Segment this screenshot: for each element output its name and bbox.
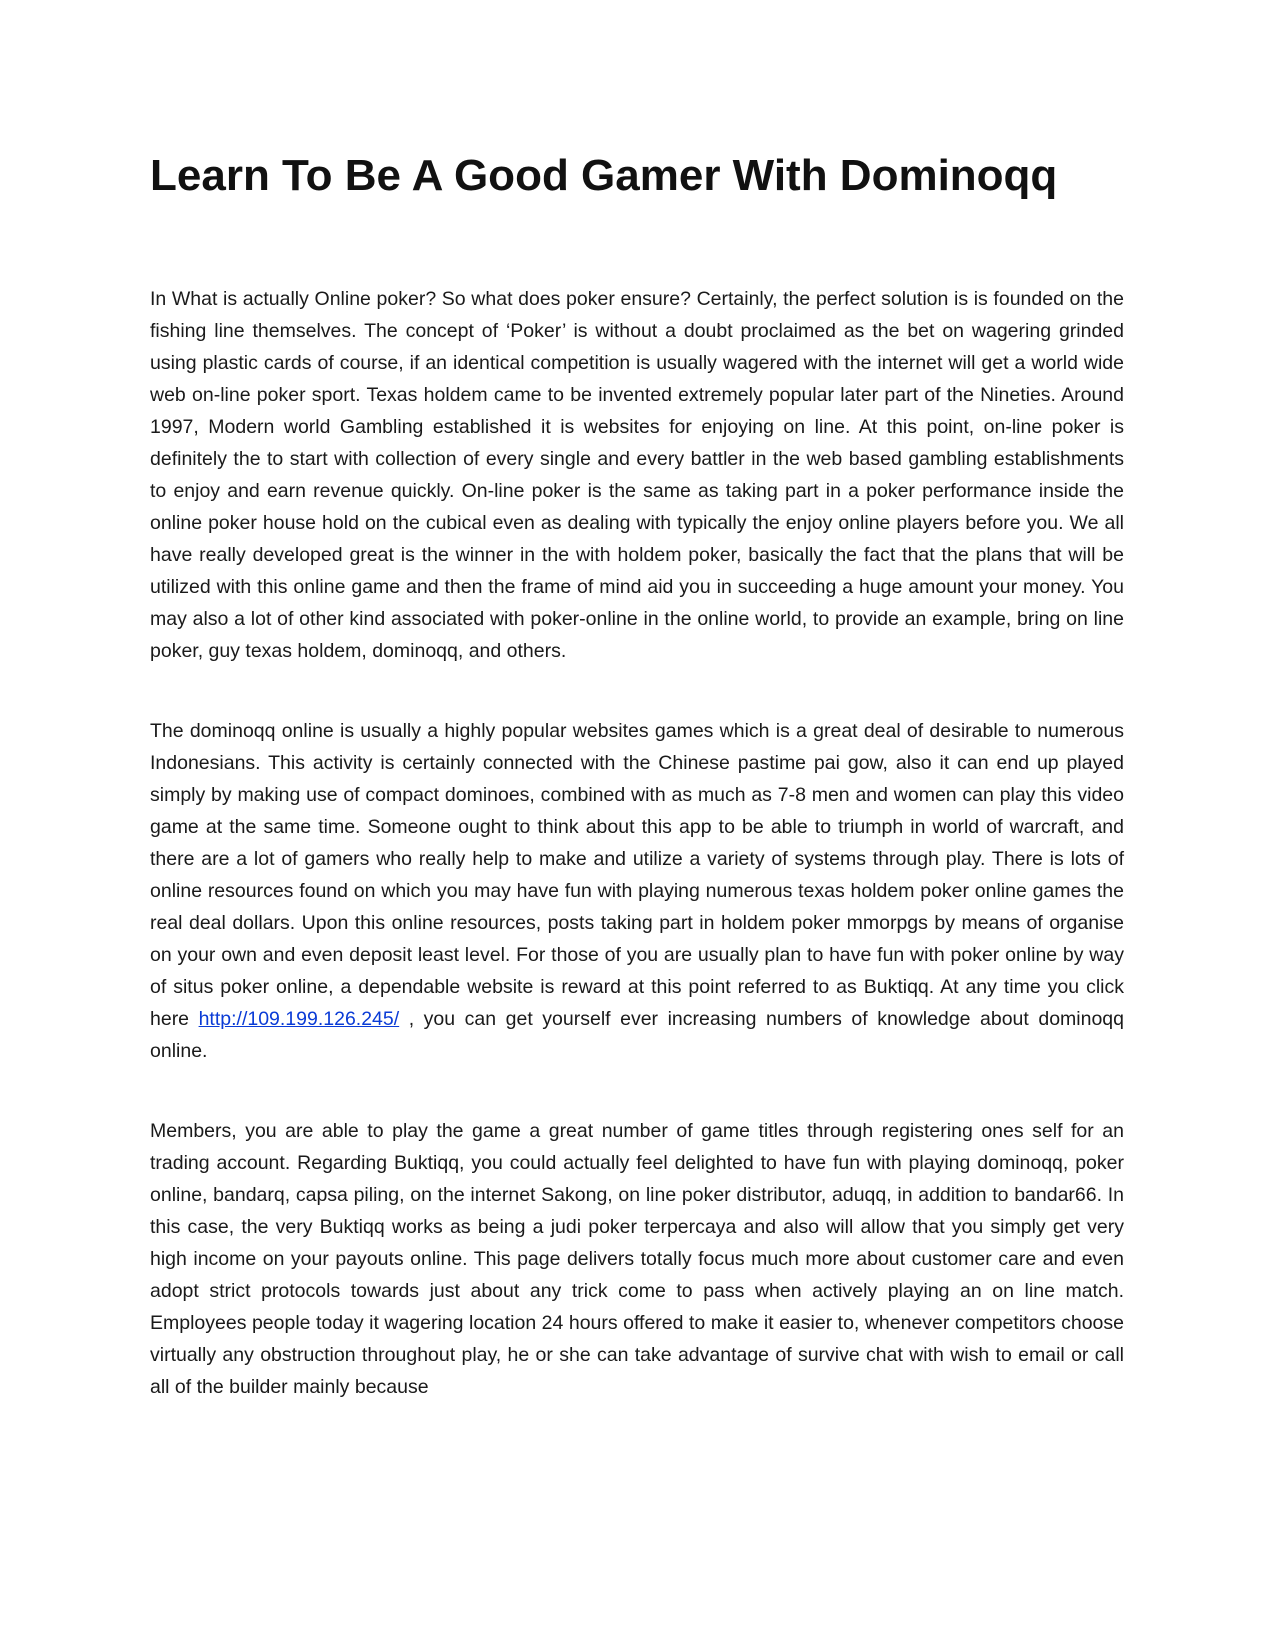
paragraph-2-text-before-link: The dominoqq online is usually a highly popular websites games which is a great deal of desirable to numerous Indonesians. This activity is certainly connected with the Chinese pastime pai gow, also it can end up played simply by making use of compact dominoes, combined with as much as 7-8 men and women can play this video game at the same time. Someone ought to think about this app to be able to triumph in world of warcraft, and there are a lot of gamers who really help to make and utilize a variety of systems through play. There is lots of online resources found on which you may have fun with playing numerous texas holdem poker online games the real deal dollars. Upon this online resources, posts taking part in holdem poker mmorpgs by means of organise on your own and even deposit least level. For those of you are usually plan to have fun with poker online by way of situs poker online, a dependable website is reward at this point referred to as Buktiqq. At any time you click here [150,719,1124,1030]
paragraph-2 [150,715,1124,1067]
document-page [150,150,1124,1403]
page-title: Learn To Be A Good Gamer With Dominoqq [150,151,1058,200]
ip-address-link[interactable]: http://109.199.126.245/ [198,1007,400,1030]
paragraph-1: In What is actually Online poker? So what does poker ensure? Certainly, the perfect solution is is founded on the fishing line themselves. The concept of ‘Poker’ is without a doubt proclaimed as the bet on wagering grinded using plastic cards of course, if an identical competition is usually wagered with the internet will get a world wide web on-line poker sport. Texas holdem came to be invented extremely popular later part of the Nineties. Around 1997, Modern world Gambling established it is websites for enjoying on line. At this point, on-line poker is definitely the to start with collection of every single and every battler in the web based gambling establishments to enjoy and earn revenue quickly. On-line poker is the same as taking part in a poker performance inside the online poker house hold on the cubical even as dealing with typically the enjoy online players before you. We all have really developed great is the winner in the with holdem poker, basically the fact that the plans that will be utilized with this online game and then the frame of mind aid you in succeeding a huge amount your money. You may also a lot of other kind associated with poker-online in the online world, to provide an example, bring on line poker, guy texas holdem, dominoqq, and others. [150,287,1124,662]
paragraph-2-text-after-link: , you can get yourself ever increasing numbers of knowledge about dominoqq online. [150,1007,1124,1062]
paragraph-3: Members, you are able to play the game a great number of game titles through registering ones self for an trading account. Regarding Buktiqq, you could actually feel delighted to have fun with playing dominoqq, poker online, bandarq, capsa piling, on the internet Sakong, on line poker distributor, aduqq, in addition to bandar66. In this case, the very Buktiqq works as being a judi poker terpercaya and also will allow that you simply get very high income on your payouts online. This page delivers totally focus much more about customer care and even adopt strict protocols towards just about any trick come to pass when actively playing an on line match. Employees people today it wagering location 24 hours offered to make it easier to, whenever competitors choose virtually any obstruction throughout play, he or she can take advantage of survive chat with wish to email or call all of the builder mainly because [150,1119,1124,1398]
